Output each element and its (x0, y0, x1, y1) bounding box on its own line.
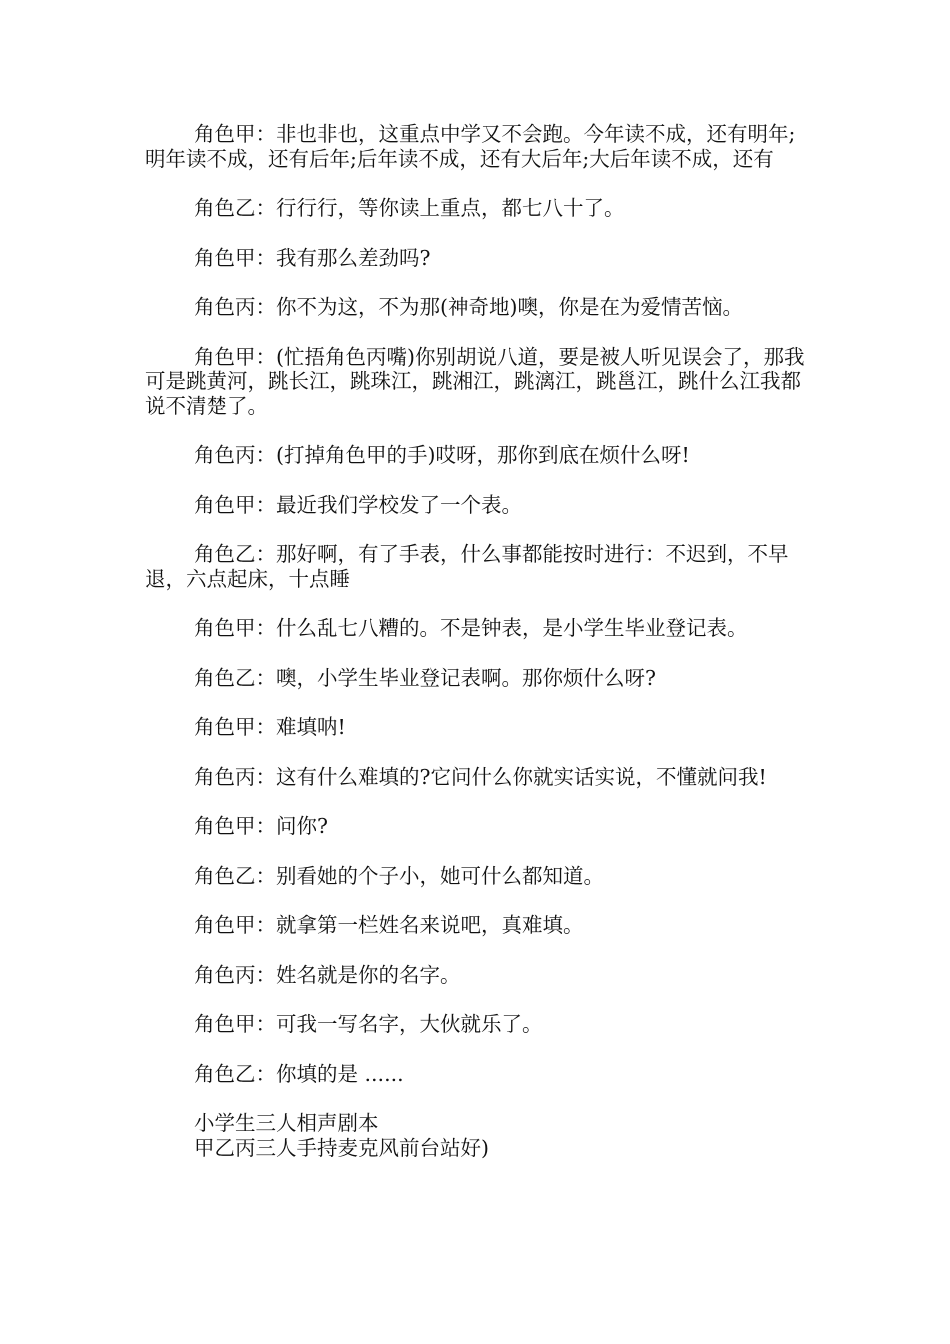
script-footer (145, 1111, 810, 1160)
script-title: 小学生三人相声剧本 (194, 1111, 379, 1135)
dialogue-line: 角色甲：我有那么差劲吗? (194, 245, 431, 270)
dialogue-line: 角色丙：你不为这，不为那(神奇地)噢，你是在为爱情苦恼。 (194, 295, 743, 319)
dialogue-line: 角色甲：问你? (194, 814, 328, 838)
dialogue-line: 角色甲：什么乱七八糟的。不是钟表，是小学生毕业登记表。 (194, 616, 748, 640)
dialogue-line: 角色丙：(打掉角色甲的手)哎呀，那你到底在烦什么呀! (194, 443, 690, 467)
dialogue-line: 角色甲：就拿第一栏姓名来说吧，真难填。 (194, 913, 584, 937)
dialogue-line: 角色丙：姓名就是你的名字。 (194, 962, 461, 987)
dialogue-line: 角色甲：(忙捂角色丙嘴)你别胡说八道，要是被人听见误会了，那我可是跳黄河，跳长江，跳珠江，跳湘江，跳漓江，跳邕江，跳什么江我都说不清楚了。 (145, 344, 805, 418)
dialogue-line: 角色甲：非也非也，这重点中学又不会跑。今年读不成，还有明年;明年读不成，还有后年;后年读不成，还有大后年;大后年读不成，还有 (145, 122, 796, 171)
dialogue-line: 角色乙：那好啊，有了手表，什么事都能按时进行：不迟到，不早退，六点起床，十点睡 (145, 542, 789, 591)
dialogue-line: 角色甲：难填呐! (194, 715, 346, 739)
stage-direction: 甲乙丙三人手持麦克风前台站好) (194, 1135, 489, 1160)
dialogue-line: 角色乙：你填的是 ...... (194, 1061, 404, 1086)
document-body (145, 122, 810, 1160)
dialogue-line: 角色乙：噢，小学生毕业登记表啊。那你烦什么呀? (194, 665, 656, 690)
dialogue-line: 角色甲：最近我们学校发了一个表。 (194, 492, 522, 517)
dialogue-line: 角色乙：别看她的个子小，她可什么都知道。 (194, 863, 604, 888)
dialogue-line: 角色乙：行行行，等你读上重点，都七八十了。 (194, 196, 625, 220)
dialogue-line: 角色丙：这有什么难填的?它问什么你就实话实说，不懂就问我! (194, 764, 767, 789)
dialogue-line: 角色甲：可我一写名字，大伙就乐了。 (194, 1012, 543, 1036)
